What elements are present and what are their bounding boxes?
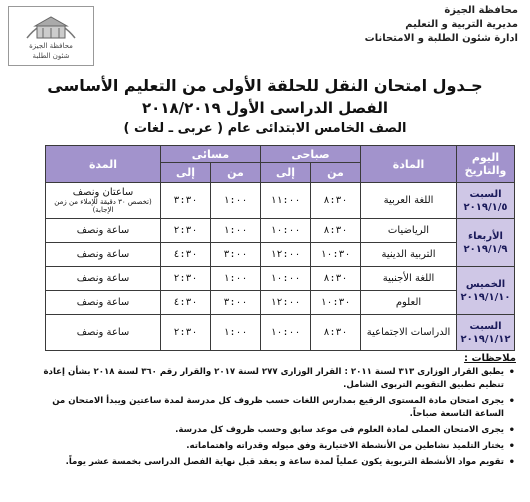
header-morning-to: إلى xyxy=(261,163,311,183)
day-date-cell xyxy=(457,219,515,267)
morning-from-cell: ٨:٣٠ xyxy=(311,183,361,219)
subject-cell: التربية الدينية xyxy=(361,243,457,267)
org-directorate: مديرية التربية و التعليم xyxy=(405,19,518,30)
subject-cell: الدراسات الاجتماعية xyxy=(361,315,457,351)
header-morning-from: من xyxy=(311,163,361,183)
note-item: • يجرى امتحان مادة المستوى الرفيع بمدارس اللغات حسب ظروف كل مدرسة لمدة ساعتين ويبدأ الامتحان من الساعة التاسعة صباحاً. xyxy=(20,395,504,421)
day-name: الخميس xyxy=(465,278,506,290)
duration-cell: ساعة ونصف xyxy=(46,219,161,243)
directorate-logo xyxy=(8,6,94,66)
table-row xyxy=(46,291,515,315)
org-administration: ادارة شئون الطلبة و الامتحانات xyxy=(364,33,518,44)
day-name: الأربعاء xyxy=(468,230,503,242)
exam-date: ٢٠١٩/١/١٢ xyxy=(460,333,511,345)
subject-cell: الرياضيات xyxy=(361,219,457,243)
header-duration: المدة xyxy=(46,146,161,183)
morning-to-cell: ١٠:٠٠ xyxy=(261,267,311,291)
document-title: جـدول امتحان النقل للحلقة الأولى من التعليم الأساسى xyxy=(47,76,483,95)
duration-cell: ساعة ونصف xyxy=(46,243,161,267)
table-row xyxy=(46,243,515,267)
subject-cell: العلوم xyxy=(361,291,457,315)
exam-date: ٢٠١٩/١/١٠ xyxy=(460,291,511,303)
header-subject: المادة xyxy=(361,146,457,183)
header-day-date: اليوم والتاريخ xyxy=(457,146,515,183)
duration-cell: ساعة ونصف xyxy=(46,267,161,291)
evening-to-cell: ٤:٣٠ xyxy=(161,243,211,267)
morning-to-cell: ١٠:٠٠ xyxy=(261,219,311,243)
duration-text: ساعتان ونصف xyxy=(72,187,134,198)
duration-note: (تخصص ٣٠ دقيقة للإملاء من زمن الإجابة) xyxy=(54,198,152,214)
org-governorate: محافظة الجيزة xyxy=(444,5,518,16)
note-item: • يطبق القرار الوزارى ٣١٣ لسنة ٢٠١١ : القرار الوزارى ٢٧٧ لسنة ٢٠١٧ والقرار رقم ٣٦٠ لسنة ٢٠١٨ بشأن إعادة تنظيم تطبيق التقويم التربوى الشامل. xyxy=(20,366,504,392)
morning-from-cell: ٨:٣٠ xyxy=(311,267,361,291)
evening-from-cell: ١:٠٠ xyxy=(211,267,261,291)
evening-from-cell: ٣:٠٠ xyxy=(211,243,261,267)
evening-to-cell: ٣:٣٠ xyxy=(161,183,211,219)
morning-to-cell: ١٠:٠٠ xyxy=(261,315,311,351)
morning-to-cell: ١١:٠٠ xyxy=(261,183,311,219)
evening-to-cell: ٢:٣٠ xyxy=(161,219,211,243)
term-year-title: الفصل الدراسى الأول ٢٠١٨/٢٠١٩ xyxy=(142,99,388,117)
emblem-icon xyxy=(23,12,79,42)
duration-cell: ساعة ونصف xyxy=(46,291,161,315)
day-date-cell xyxy=(457,267,515,315)
morning-to-cell: ١٢:٠٠ xyxy=(261,243,311,267)
evening-from-cell: ١:٠٠ xyxy=(211,183,261,219)
exam-schedule-table xyxy=(45,145,515,351)
day-name: السبت xyxy=(469,188,502,200)
logo-caption-top: محافظة الجيزة xyxy=(29,42,73,50)
subject-cell: اللغة العربية xyxy=(361,183,457,219)
logo-caption-bottom: شئون الطلبة xyxy=(32,52,70,60)
duration-cell xyxy=(46,183,161,219)
grade-title: الصف الخامس الابتدائى عام ( عربى ـ لغات ) xyxy=(123,121,407,136)
subject-cell: اللغة الأجنبية xyxy=(361,267,457,291)
morning-from-cell: ٨:٣٠ xyxy=(311,315,361,351)
notes-list xyxy=(20,366,518,472)
evening-to-cell: ٢:٣٠ xyxy=(161,267,211,291)
exam-date: ٢٠١٩/١/٥ xyxy=(463,201,508,213)
morning-from-cell: ١٠:٣٠ xyxy=(311,243,361,267)
evening-from-cell: ١:٠٠ xyxy=(211,315,261,351)
exam-date: ٢٠١٩/١/٩ xyxy=(463,243,508,255)
day-date-cell xyxy=(457,315,515,351)
header-evening-from: من xyxy=(211,163,261,183)
note-item: • يجرى الامتحان العملى لمادة العلوم فى موعد سابق وحسب ظروف كل مدرسة. xyxy=(20,424,504,437)
table-row xyxy=(46,183,515,219)
evening-from-cell: ١:٠٠ xyxy=(211,219,261,243)
table-row xyxy=(46,315,515,351)
table-header-row xyxy=(46,146,515,163)
note-item: • يختار التلميذ نشاطين من الأنشطة الاختيارية وفق ميوله وقدراته واهتماماته. xyxy=(20,440,504,453)
day-name: السبت xyxy=(469,320,502,332)
header-evening: مسائى xyxy=(161,146,261,163)
duration-cell: ساعة ونصف xyxy=(46,315,161,351)
header-evening-to: إلى xyxy=(161,163,211,183)
evening-from-cell: ٣:٠٠ xyxy=(211,291,261,315)
header-morning: صباحى xyxy=(261,146,361,163)
note-item: • تقويم مواد الأنشطة التربوية يكون عملياً لمدة ساعة و يعقد قبل نهاية الفصل الدراسى بخمسة عشر يوماً. xyxy=(20,456,504,469)
notes-heading: ملاحظات : xyxy=(463,353,516,364)
table-row xyxy=(46,219,515,243)
morning-to-cell: ١٢:٠٠ xyxy=(261,291,311,315)
evening-to-cell: ٤:٣٠ xyxy=(161,291,211,315)
evening-to-cell: ٢:٣٠ xyxy=(161,315,211,351)
morning-from-cell: ١٠:٣٠ xyxy=(311,291,361,315)
day-date-cell xyxy=(457,183,515,219)
table-row xyxy=(46,267,515,291)
organization-header xyxy=(365,4,518,46)
morning-from-cell: ٨:٣٠ xyxy=(311,219,361,243)
